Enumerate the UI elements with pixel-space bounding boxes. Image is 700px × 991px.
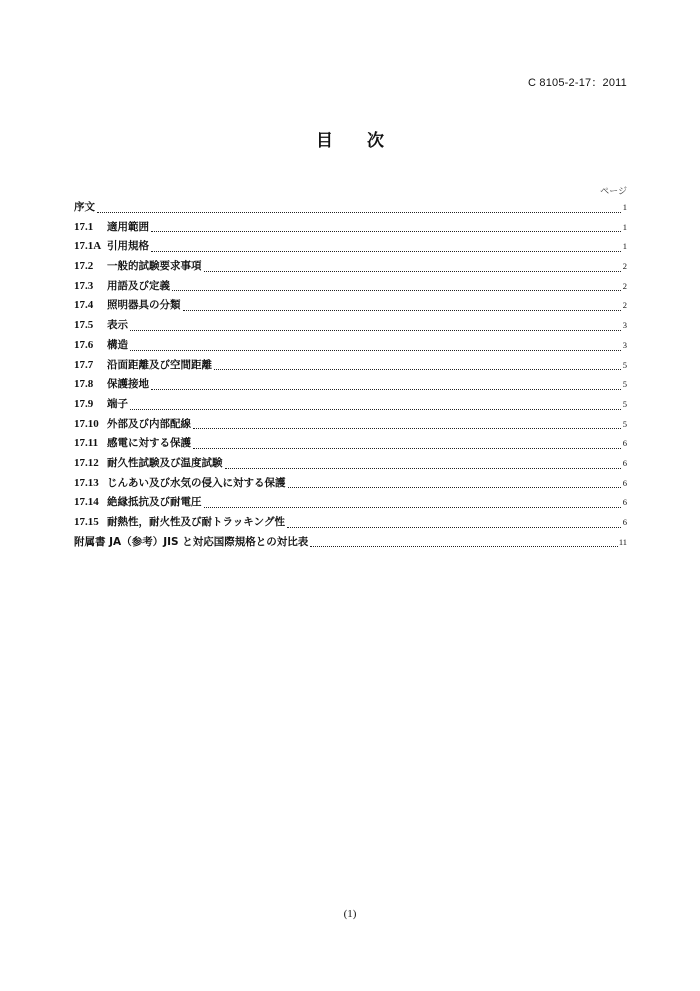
toc-entry-title: 照明器具の分類 <box>107 299 181 312</box>
toc-dot-leader <box>225 468 622 469</box>
toc-entry-title: 沿面距離及び空間距離 <box>107 358 212 371</box>
toc-entry-title: 附属書 JA（参考）JIS と対応国際規格との対比表 <box>74 535 309 548</box>
toc-entry[interactable] <box>74 357 627 377</box>
toc-entry-number: 17.1A <box>74 240 102 253</box>
toc-entry[interactable] <box>74 475 627 495</box>
toc-entry-title: 序文 <box>74 201 95 213</box>
toc-entry-number: 17.5 <box>74 319 94 332</box>
toc-entry-page: 11 <box>618 536 627 547</box>
toc-entry-page: 6 <box>622 477 627 488</box>
toc-entry-number: 17.9 <box>74 397 94 410</box>
toc-entry[interactable] <box>74 455 627 475</box>
toc-entry-page: 5 <box>622 379 627 390</box>
page-number: (1) <box>343 908 357 920</box>
toc-dot-leader <box>193 428 621 429</box>
toc-entry-page: 2 <box>622 261 627 272</box>
toc-entry[interactable] <box>74 534 627 554</box>
toc-entry-title: 用語及び定義 <box>107 279 170 292</box>
toc-dot-leader <box>193 448 621 449</box>
toc-dot-leader <box>204 507 622 508</box>
toc-entry[interactable] <box>74 297 627 317</box>
page-column-label: ページ <box>600 187 627 197</box>
toc-entry-number: 17.10 <box>74 417 99 430</box>
toc-entry-title: 構造 <box>107 338 128 351</box>
toc-entry-number: 17.14 <box>74 496 99 509</box>
toc-dot-leader <box>151 231 621 232</box>
toc-entry-page: 5 <box>622 398 627 409</box>
toc-list <box>74 199 627 553</box>
toc-entry-number: 17.7 <box>74 358 94 371</box>
toc-entry-title: 適用範囲 <box>107 220 149 233</box>
toc-entry-page: 5 <box>622 418 627 429</box>
toc-entry-page: 2 <box>622 300 627 311</box>
toc-entry-title: 感電に対する保護 <box>107 437 191 450</box>
toc-entry[interactable] <box>74 396 627 416</box>
toc-dot-leader <box>130 409 621 410</box>
toc-entry-number: 17.15 <box>74 516 99 528</box>
toc-entry-page: 1 <box>622 221 627 232</box>
toc-entry[interactable] <box>74 435 627 455</box>
toc-entry-page: 6 <box>622 457 627 468</box>
toc-entry-page: 6 <box>622 517 627 527</box>
toc-dot-leader <box>97 212 621 213</box>
toc-entry-page: 1 <box>622 202 627 212</box>
document-code: C 8105-2-17：2011 <box>527 77 627 89</box>
toc-title: 目 次 <box>316 131 398 151</box>
toc-entry[interactable] <box>74 199 627 219</box>
toc-dot-leader <box>287 527 621 528</box>
toc-entry[interactable] <box>74 317 627 337</box>
toc-dot-leader <box>214 369 621 370</box>
toc-entry-title: 引用規格 <box>107 240 149 253</box>
toc-entry-page: 3 <box>622 339 627 350</box>
toc-entry[interactable] <box>74 416 627 436</box>
toc-entry-page: 6 <box>622 497 627 508</box>
toc-entry-title: 表示 <box>107 319 128 332</box>
toc-entry-title: 耐久性試験及び温度試験 <box>107 456 223 469</box>
toc-entry-page: 5 <box>622 359 627 370</box>
toc-entry-number: 17.11 <box>74 437 99 450</box>
toc-dot-leader <box>204 271 622 272</box>
toc-dot-leader <box>288 487 622 488</box>
toc-dot-leader <box>172 290 621 291</box>
toc-entry-page: 1 <box>622 241 627 252</box>
toc-entry-title: 外部及び内部配線 <box>107 417 191 430</box>
toc-dot-leader <box>183 310 622 311</box>
toc-entry-page: 6 <box>622 438 627 449</box>
toc-entry[interactable] <box>74 219 627 239</box>
toc-entry-number: 17.2 <box>74 260 94 273</box>
toc-entry[interactable] <box>74 494 627 514</box>
toc-entry-title: じんあい及び水気の侵入に対する保護 <box>107 476 286 489</box>
toc-entry[interactable] <box>74 238 627 258</box>
toc-entry[interactable] <box>74 258 627 278</box>
toc-entry-title: 端子 <box>107 397 128 410</box>
toc-entry[interactable] <box>74 376 627 396</box>
toc-entry-title: 一般的試験要求事項 <box>107 260 202 273</box>
toc-dot-leader <box>151 251 621 252</box>
toc-entry-number: 17.13 <box>74 476 99 489</box>
toc-entry-page: 3 <box>622 320 627 331</box>
toc-entry-number: 17.12 <box>74 456 99 469</box>
toc-entry-number: 17.6 <box>74 338 94 351</box>
toc-entry[interactable] <box>74 337 627 357</box>
toc-entry[interactable] <box>74 278 627 298</box>
toc-entry-title: 保護接地 <box>107 378 149 391</box>
toc-entry-number: 17.1 <box>74 220 94 233</box>
toc-dot-leader <box>130 350 621 351</box>
toc-dot-leader <box>130 330 621 331</box>
toc-entry-title: 耐熱性，耐火性及び耐トラッキング性 <box>107 516 285 528</box>
toc-dot-leader <box>310 546 618 547</box>
toc-entry[interactable] <box>74 514 627 534</box>
toc-entry-title: 絶縁抵抗及び耐電圧 <box>107 496 202 509</box>
toc-entry-number: 17.3 <box>74 279 94 292</box>
toc-entry-page: 2 <box>622 280 627 291</box>
toc-dot-leader <box>151 389 621 390</box>
toc-entry-number: 17.8 <box>74 378 94 391</box>
toc-entry-number: 17.4 <box>74 299 94 312</box>
